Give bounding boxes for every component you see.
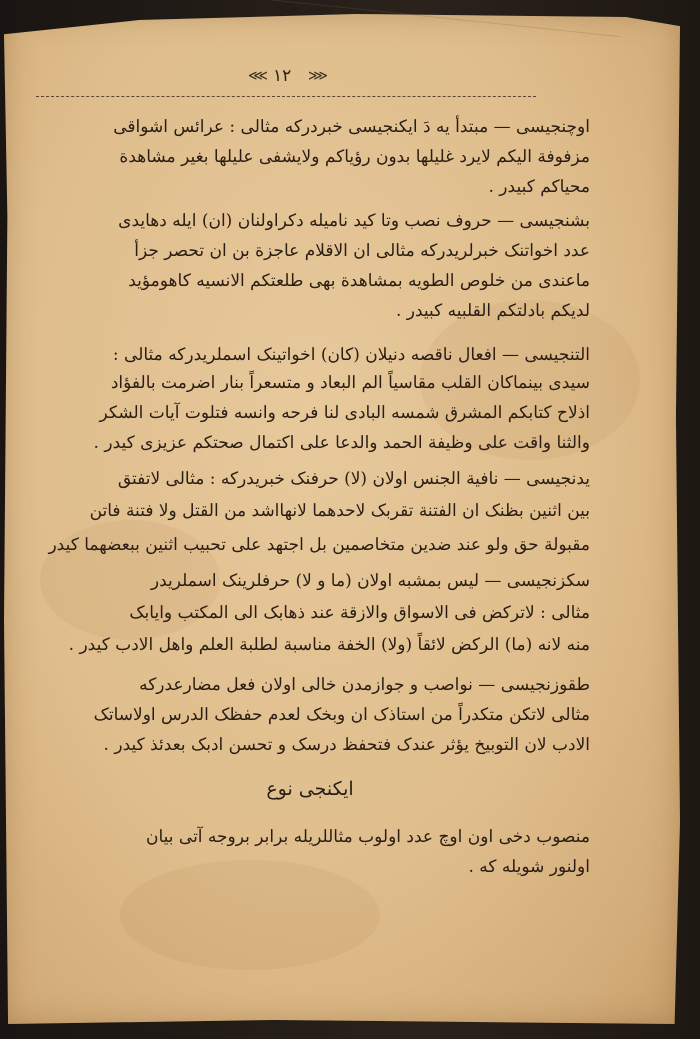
header-rule	[36, 96, 536, 97]
text-line: بشنجیسی — حروف نصب وتا کید نامیله دکراولنان (ان) ایله دهایدی	[118, 211, 590, 231]
text-line: سیدی بینماکان القلب مقاسیاً الم البعاد و متسعراً بنار اضرمت بالفؤاد	[110, 373, 590, 393]
text-line: منه لانه (ما) الرکض لائقاً (ولا) الخفة مناسبة لطلبة العلم واهل الادب کیدر .	[68, 635, 590, 655]
text-line: بین اثنین بظنک ان الفتنة تقربک لاحدهما لانهااشد من القتل ولا فتنة فاتن	[89, 501, 590, 521]
text-line: عدد اخواتنک خبرلریدرکه مثالی ان الاقلام عاجزة بن ان تحصر جزأ	[134, 241, 590, 261]
text-line: منصوب دخی اون اوچ عدد اولوب مثاللریله برابر بروجه آتی بیان	[145, 827, 590, 847]
text-line: الادب لان التوبیخ یؤثر عندک فتحفظ درسک و تحسن ادبک بعدئذ کیدر .	[103, 735, 590, 755]
text-line: ماعندی من خلوص الطویه بمشاهدة بهی طلعتکم الانسیه کاهومؤید	[128, 271, 590, 291]
text-line: طقوزنجیسی — نواصب و جوازمدن خالی اولان فعل مضارعدرکه	[139, 675, 590, 695]
text-line: لدیکم بادلتکم القلبیه کبیدر .	[395, 301, 590, 321]
page-header	[36, 66, 536, 100]
text-line: والثنا واقت علی وظیفة الحمد والدعا علی اکتمال صحتکم عزیزی کیدر .	[93, 433, 590, 453]
page-number: ١٢	[273, 66, 292, 86]
text-line: یدنجیسی — نافیة الجنس اولان (لا) حرفنک خبریدرکه : مثالی لاتفتق	[117, 469, 590, 489]
text-line: التنجیسی — افعال ناقصه دنیلان (کان) اخواتینک اسملریدرکه مثالی :	[112, 345, 590, 365]
text-line: سکزنجیسی — لیس بمشبه اولان (ما و لا) حرفلرینک اسملریدر	[150, 571, 590, 591]
section-heading: ایکنجی نوع	[266, 778, 354, 800]
left-ornament-icon: ⋘	[248, 68, 268, 84]
text-line: مقبولة حق ولو عند ضدین متخاصمین بل اجتهد علی تحبیب اثنین ببعضهما کیدر	[48, 535, 590, 555]
text-line: مثالی : لاترکض فی الاسواق والازقة عند ذهابک الی المکتب وایابک	[129, 603, 590, 623]
text-line: مثالی لاتکن متکدراً من استاذک ان وبخک لعدم حفظک الدرس اولاساتک	[93, 705, 590, 725]
text-line: اوچنجیسی — مبتدأ یه دَ ایکنجیسی خبردرکه مثالی : عرائس اشواقی	[113, 117, 590, 137]
text-line: اذلاح کتابکم المشرق شمسه البادی لنا فرحه وانسه فتلوت آیات الشکر	[99, 403, 590, 423]
text-line: مزفوفة الیکم لایرد غلیلها بدون رؤیاکم ولایشفی علیلها بغیر مشاهدة	[119, 147, 590, 167]
text-line: محیاکم کبیدر .	[488, 177, 590, 197]
text-line: اولنور شویله که .	[468, 857, 590, 877]
right-ornament-icon: ⋙	[308, 68, 328, 84]
